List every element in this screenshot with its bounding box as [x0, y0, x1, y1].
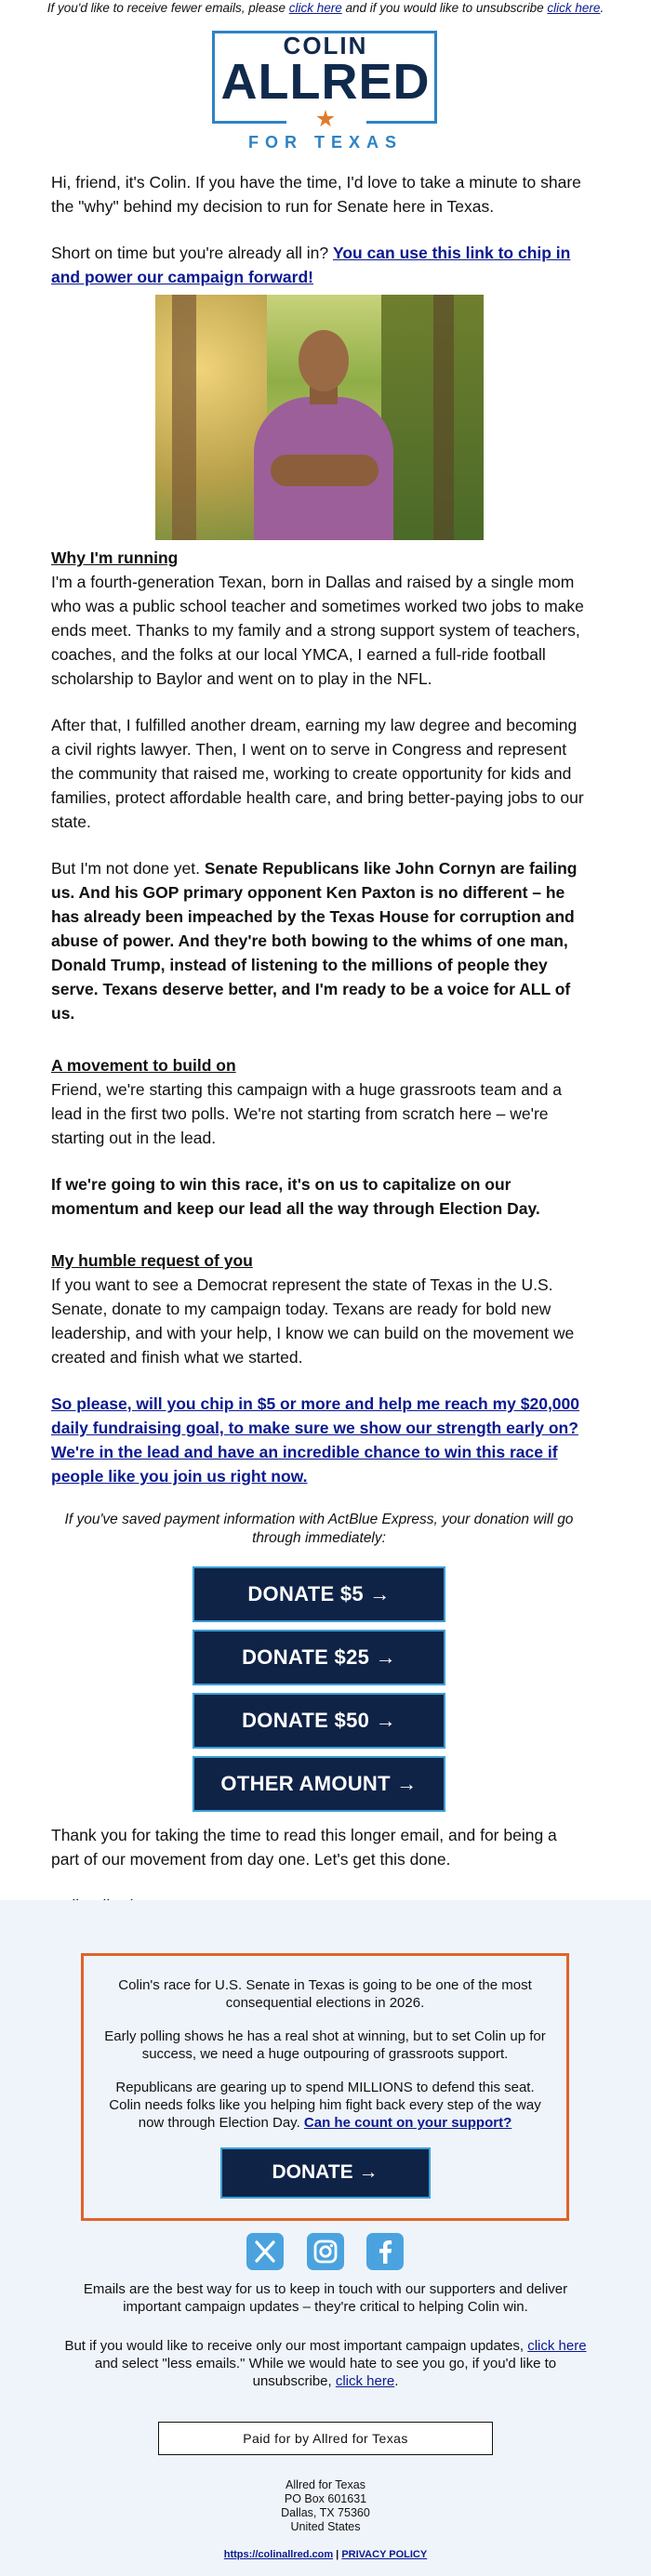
support-ask-box: [81, 1953, 569, 2221]
fewer-emails-text-end: .: [394, 2373, 399, 2389]
emails-note: Emails are the best way for us to keep in touch with our supporters and deliver important campaign updates – they're critical to helping Colin win.: [83, 2281, 568, 2315]
address-line: United States: [290, 2520, 361, 2533]
unsubscribe-link[interactable]: click here: [547, 1, 601, 15]
why-paragraph-3-plain: But I'm not done yet.: [51, 859, 205, 878]
movement-paragraph-2: If we're going to win this race, it's on us to capitalize on our momentum and keep our lead all the way through Election Day.: [51, 1175, 540, 1218]
request-paragraph: If you want to see a Democrat represent the state of Texas in the U.S. Senate, donate to my campaign today. Texans are ready for bold new leadership, and with your help, I know we can build on the movement we created and finish what we started.: [51, 1275, 575, 1367]
address-line: Allred for Texas: [286, 2478, 365, 2491]
why-paragraph-3: [51, 856, 587, 1025]
fewer-emails-text-middle: and select "less emails." While we would hate to see you go, if you'd like to unsubscribe,: [94, 2356, 557, 2389]
intro-paragraph: Hi, friend, it's Colin. If you have the time, I'd love to take a minute to share the "why" behind my decision to run for Senate here in Texas.: [51, 173, 581, 216]
chip-in-5-link[interactable]: So please, will you chip in $5 or more and help me reach my $20,000 daily fundraising goal, to make sure we show our strength early on? We're in the lead and have an incredible chance to win this race if people like you join us right now.: [51, 1394, 579, 1486]
preheader-text: If you'd like to receive fewer emails, please: [46, 1, 289, 15]
address-line: PO Box 601631: [284, 2492, 367, 2505]
facebook-icon[interactable]: [366, 2233, 404, 2270]
fewer-emails-link[interactable]: click here: [288, 1, 342, 15]
fewer-emails-text: But if you would like to receive only our most important campaign updates,: [64, 2338, 528, 2354]
paid-for-disclaimer: Paid for by Allred for Texas: [158, 2422, 493, 2455]
logo-colin-text: COLIN: [283, 32, 368, 59]
closing-paragraph: Thank you for taking the time to read this longer email, and for being a part of our movement from day one. Let's get this done.: [51, 1826, 557, 1869]
why-paragraph-2: After that, I fulfilled another dream, earning my law degree and becoming a civil rights lawyer. Then, I went on to serve in Congress and represent the community that raised me, working to create opportunity for kids and families, protect affordable health care, and bring better-paying jobs to our state.: [51, 716, 584, 831]
preheader-text-end: .: [600, 1, 604, 15]
movement-heading: A movement to build on: [51, 1056, 236, 1075]
mailing-address: [0, 2478, 651, 2534]
short-on-time-paragraph: [51, 241, 587, 289]
logo-for-texas-text: FOR TEXAS: [247, 133, 403, 152]
short-on-time-text: Short on time but you're already all in?: [51, 244, 333, 262]
why-paragraph-1: I'm a fourth-generation Texan, born in Dallas and raised by a single mom who was a public school teacher and sometimes worked two jobs to make ends meet. Thanks to my family and a strong support system of teachers, coaches, and the folks at our local YMCA, I earned a full-ride football scholarship to Baylor and went on to play in the NFL.: [51, 573, 584, 688]
preheader: [0, 0, 651, 16]
address-line: Dallas, TX 75360: [281, 2506, 370, 2519]
fewer-emails-note: [56, 2337, 595, 2390]
social-links: [246, 2233, 405, 2272]
website-link[interactable]: https://colinallred.com: [223, 2549, 334, 2560]
movement-paragraph-1: Friend, we're starting this campaign with a huge grassroots team and a lead in the first two polls. We're not starting from scratch here – we're starting out in the lead.: [51, 1080, 563, 1147]
donate-buttons: [51, 1566, 587, 1812]
ask-paragraph-2: Early polling shows he has a real shot at winning, but to set Colin up for success, we need a huge outpouring of grassroots support.: [104, 2028, 546, 2062]
footer-links: [0, 2549, 651, 2560]
donate-5-button[interactable]: DONATE $5 →: [193, 1566, 445, 1622]
donate-other-amount-button[interactable]: OTHER AMOUNT →: [193, 1756, 445, 1812]
preheader-text-middle: and if you would like to unsubscribe: [341, 1, 548, 15]
campaign-logo[interactable]: [0, 16, 651, 152]
donate-50-button[interactable]: DONATE $50 →: [193, 1693, 445, 1749]
email-footer: [0, 1900, 651, 2576]
instagram-icon[interactable]: [307, 2233, 344, 2270]
privacy-policy-link[interactable]: PRIVACY POLICY: [341, 2549, 428, 2560]
ask-paragraph-1: Colin's race for U.S. Senate in Texas is going to be one of the most consequential elections in 2026.: [118, 1977, 532, 2011]
actblue-note: If you've saved payment information with ActBlue Express, your donation will go through immediately:: [64, 1512, 574, 1546]
donate-25-button[interactable]: DONATE $25 →: [193, 1630, 445, 1685]
logo-allred-text: ALLRED: [220, 54, 431, 110]
candidate-photo[interactable]: [155, 295, 484, 540]
footer-donate-button[interactable]: DONATE →: [220, 2147, 431, 2199]
ask-paragraph-3-text: Republicans are gearing up to spend MILLIONS to defend this seat. Colin needs folks like you helping him fight back every step of the way now through Election Day.: [109, 2080, 541, 2131]
request-heading: My humble request of you: [51, 1251, 253, 1270]
why-running-heading: Why I'm running: [51, 548, 179, 567]
chip-in-link[interactable]: You can use this link to chip in and power our campaign forward!: [51, 244, 571, 286]
email-body: [51, 170, 587, 1918]
count-on-support-link[interactable]: Can he count on your support?: [303, 2115, 512, 2131]
x-icon[interactable]: [246, 2233, 284, 2270]
request-link-paragraph: [51, 1392, 587, 1488]
why-paragraph-3-bold: Senate Republicans like John Cornyn are failing us. And his GOP primary opponent Ken Paxton is no different – he has already been impeached by the Texas House for corruption and abuse of power. And they're both bowing to the whims of one man, Donald Trump, instead of listening to the millions of people they serve. Texans deserve better, and I'm ready to be a voice for ALL of us.: [51, 859, 578, 1023]
footer-fewer-emails-link[interactable]: click here: [527, 2338, 587, 2354]
link-separator: |: [333, 2549, 342, 2560]
ask-paragraph-3: [104, 2079, 546, 2132]
footer-unsubscribe-link[interactable]: click here: [335, 2373, 395, 2389]
